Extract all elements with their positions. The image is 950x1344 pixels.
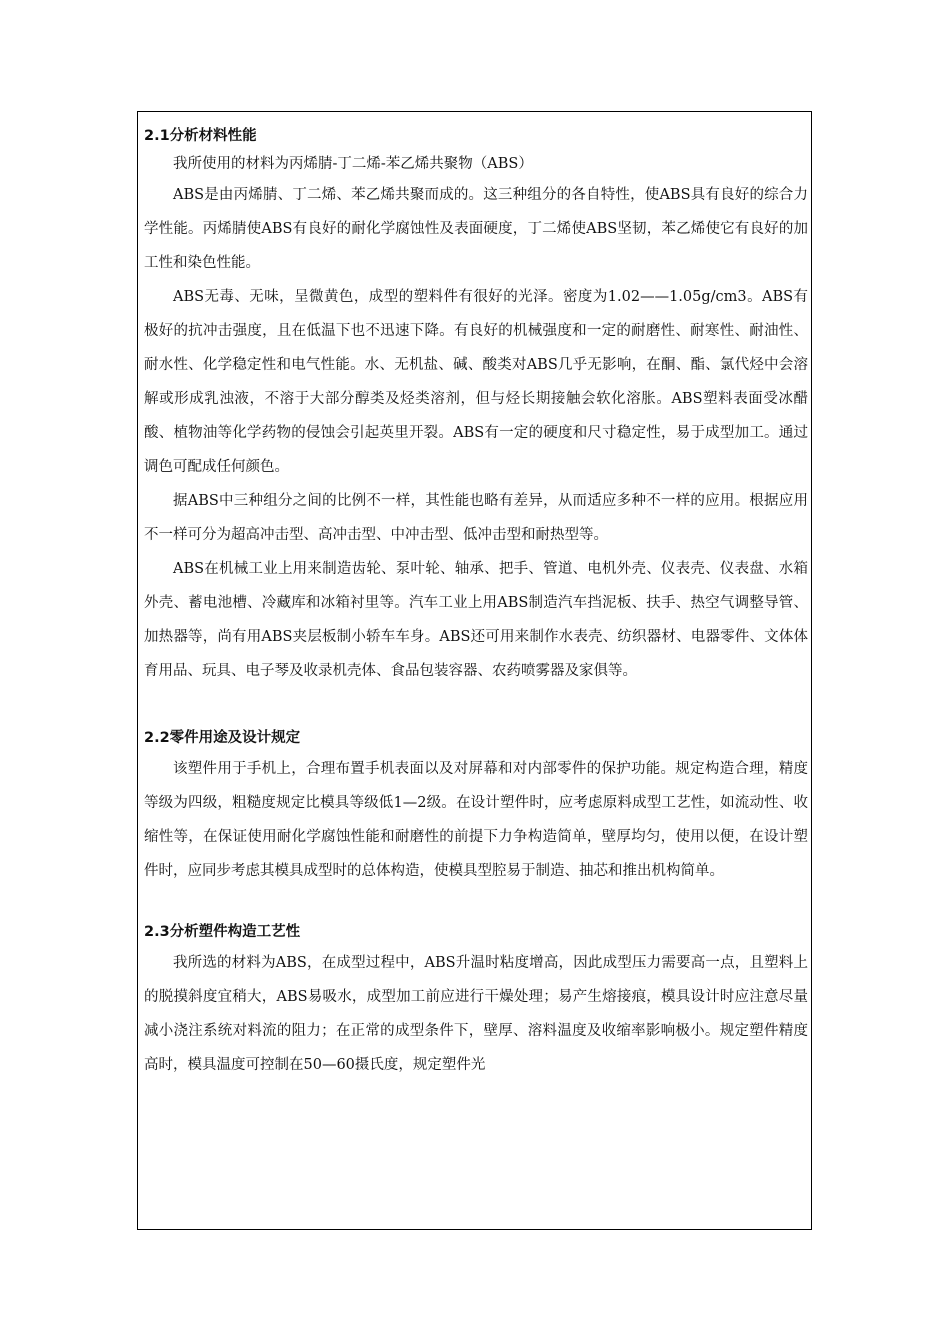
paragraph: 该塑件用于手机上，合理布置手机表面以及对屏幕和对内部零件的保护功能。规定构造合理，精度等级为四级，粗糙度规定比模具等级低1—2级。在设计塑件时，应考虑原料成型工艺性，如流动性、收缩性等，在保证使用耐化学腐蚀性能和耐磨性的前提下力争构造简单，壁厚均匀，使用以便，在设计塑件时，应同步考虑其模具成型时的总体构造，使模具型腔易于制造、抽芯和推出机构简单。 [144,761,808,879]
paragraph: ABS在机械工业上用来制造齿轮、泵叶轮、轴承、把手、管道、电机外壳、仪表壳、仪表盘、水箱外壳、蓄电池槽、冷藏库和冰箱衬里等。汽车工业上用ABS制造汽车挡泥板、扶手、热空气调整导管、加热器等，尚有用ABS夹层板制小轿车车身。ABS还可用来制作水表壳、纺织器材、电器零件、文体体育用品、玩具、电子琴及收录机壳体、食品包装容器、农药喷雾器及家俱等。 [144,561,808,679]
section-heading-2-3: 2.3分析塑件构造工艺性 [144,924,301,940]
paragraph: 据ABS中三种组分之间的比例不一样，其性能也略有差异，从而适应多种不一样的应用。根据应用不一样可分为超高冲击型、高冲击型、中冲击型、低冲击型和耐热型等。 [144,493,808,543]
section-heading-2-1: 2.1分析材料性能 [144,128,257,144]
section-heading-2-2: 2.2零件用途及设计规定 [144,730,301,746]
paragraph: 我所使用的材料为丙烯腈-丁二烯-苯乙烯共聚物（ABS） [173,156,533,172]
document-content [144,122,808,1082]
paragraph: 我所选的材料为ABS，在成型过程中，ABS升温时粘度增高，因此成型压力需要高一点，且塑料上的脱摸斜度宜稍大，ABS易吸水，成型加工前应进行干燥处理；易产生熔接痕，模具设计时应注意尽量减小浇注系统对料流的阻力；在正常的成型条件下，壁厚、溶料温度及收缩率影响极小。规定塑件精度高时，模具温度可控制在50—60摄氏度，规定塑件光 [144,955,808,1073]
paragraph: ABS无毒、无味，呈微黄色，成型的塑料件有很好的光泽。密度为1.02——1.05g/cm3。ABS有极好的抗冲击强度，且在低温下也不迅速下降。有良好的机械强度和一定的耐磨性、耐寒性、耐油性、耐水性、化学稳定性和电气性能。水、无机盐、碱、酸类对ABS几乎无影响，在酮、酯、氯代烃中会溶解或形成乳浊液，不溶于大部分醇类及烃类溶剂，但与烃长期接触会软化溶胀。ABS塑料表面受冰醋酸、植物油等化学药物的侵蚀会引起英里开裂。ABS有一定的硬度和尺寸稳定性，易于成型加工。通过调色可配成任何颜色。 [144,289,808,475]
paragraph: ABS是由丙烯腈、丁二烯、苯乙烯共聚而成的。这三种组分的各自特性，使ABS具有良好的综合力学性能。丙烯腈使ABS有良好的耐化学腐蚀性及表面硬度，丁二烯使ABS坚韧，苯乙烯使它有良好的加工性和染色性能。 [144,187,808,271]
